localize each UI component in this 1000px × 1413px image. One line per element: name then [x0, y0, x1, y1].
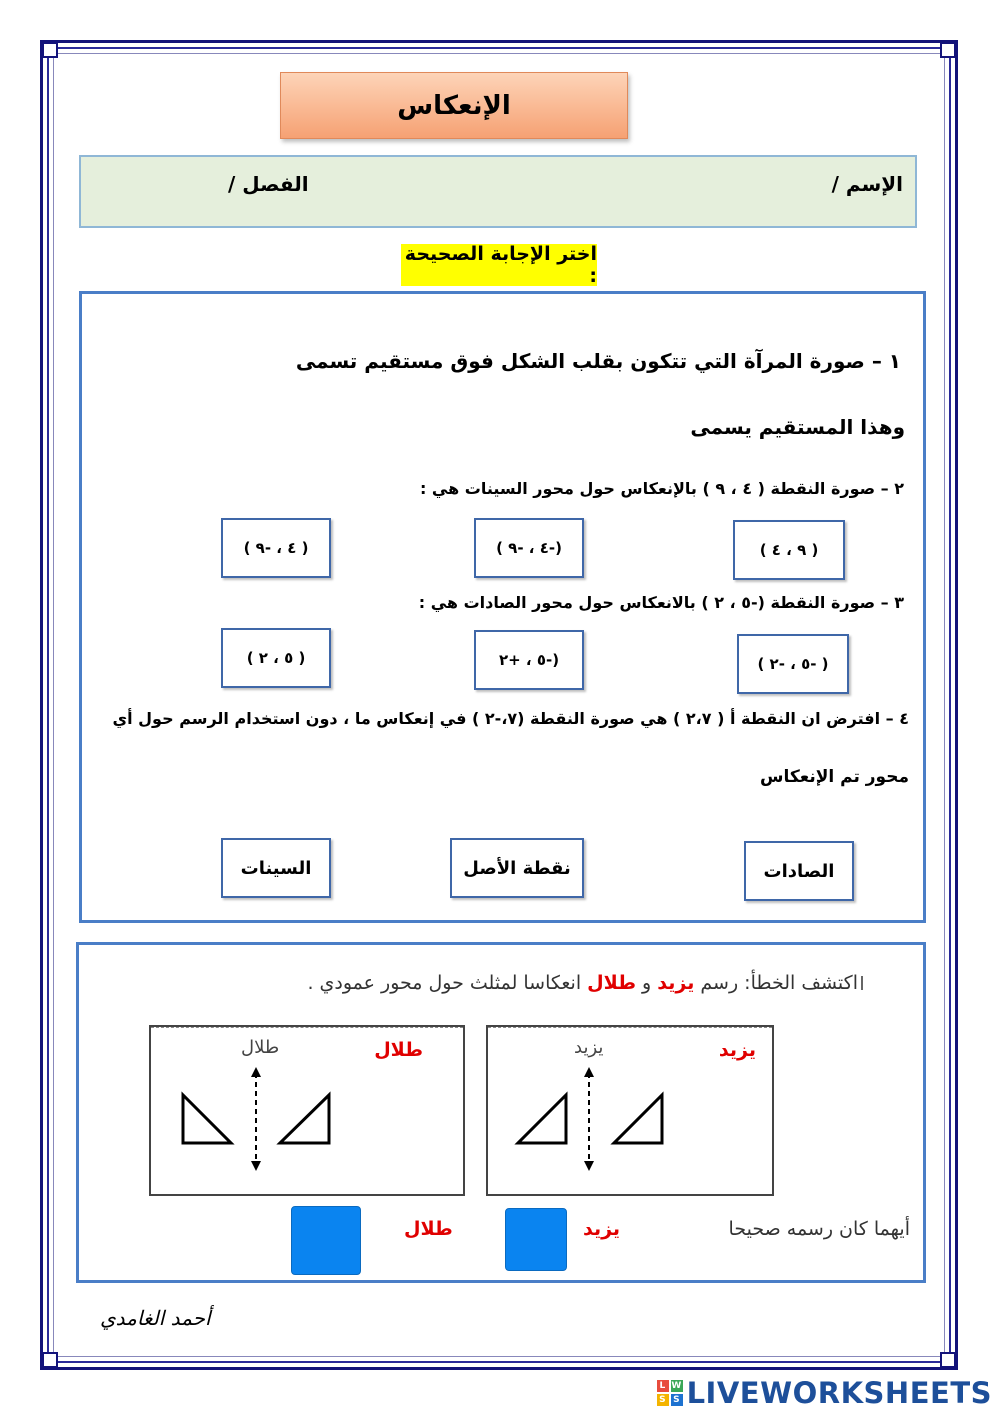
- figure-2-label: طلال: [241, 1037, 280, 1058]
- q2-option-2[interactable]: (-٤ ، -٩ ): [474, 518, 584, 578]
- frame-corner-ornament: [42, 42, 58, 58]
- class-label: الفصل /: [228, 172, 309, 196]
- frame-corner-ornament: [42, 1352, 58, 1368]
- frame-corner-ornament: [940, 42, 956, 58]
- answer-label-1: يزيد: [583, 1218, 621, 1240]
- figure-2-drawing: [151, 1027, 463, 1194]
- q3-option-2[interactable]: (-٥ ، +٢: [474, 630, 584, 690]
- figure-2-triangle-left: [183, 1095, 231, 1143]
- q2-option-3[interactable]: ( ٤ ، -٩ ): [221, 518, 331, 578]
- figure-1-triangle-left: [518, 1095, 566, 1143]
- q4-option-1[interactable]: الصادات: [744, 841, 854, 901]
- bullet-mark: [861, 976, 863, 990]
- question-4-line-2: محور تم الإنعكاس: [760, 767, 909, 787]
- error-section-title: [307, 972, 858, 994]
- q3-option-3[interactable]: ( ٥ ، ٢ ): [221, 628, 331, 688]
- q3-option-1[interactable]: ( -٥ ، -٢ ): [737, 634, 849, 694]
- question-1-line-2: وهذا المستقيم يسمى: [690, 415, 905, 439]
- figure-2-axis-arrow-down: [251, 1161, 261, 1171]
- page-title: الإنعكاس: [280, 72, 628, 139]
- figure-1-axis-arrow-down: [584, 1161, 594, 1171]
- error-title-and: و: [642, 972, 652, 994]
- question-3: ٣ – صورة النقطة (-٥ ، ٢ ) بالانعكاس حول محور الصادات هي :: [418, 593, 904, 612]
- which-correct-question: أيهما كان رسمه صحيحا: [728, 1218, 910, 1240]
- brand-text: LIVEWORKSHEETS: [686, 1376, 992, 1410]
- answer-2-box[interactable]: [291, 1206, 361, 1275]
- author-signature: أحمد الغامدي: [100, 1306, 211, 1330]
- figure-2-box: [149, 1025, 465, 1196]
- answer-label-2: طلال: [404, 1218, 453, 1240]
- figure-1-box: [486, 1025, 774, 1196]
- q2-option-1[interactable]: ( ٩ ، ٤ ): [733, 520, 845, 580]
- figure-2-axis-arrow-up: [251, 1067, 261, 1077]
- brand-watermark: [657, 1376, 992, 1410]
- question-4-line-1: ٤ – افترض ان النقطة أ ( ٢،٧ ) هي صورة النقطة (٧،-٢ ) في إنعكاس ما ، دون استخدام الرسم حول أي: [112, 709, 909, 728]
- figure-1-triangle-right: [614, 1095, 662, 1143]
- figure-2-triangle-right: [280, 1095, 329, 1143]
- figure-1-red-label: يزيد: [718, 1039, 756, 1061]
- instruction-highlight: اختر الإجابة الصحيحة :: [401, 244, 597, 286]
- brand-logo-icon: L W S S: [657, 1380, 683, 1406]
- figure-1-label: يزيد: [574, 1037, 604, 1058]
- frame-corner-ornament: [940, 1352, 956, 1368]
- figure-1-drawing: [488, 1027, 772, 1194]
- error-title-suffix: انعكاسا لمثلث حول محور عمودي .: [307, 972, 582, 994]
- student-info-box: [79, 155, 917, 228]
- figure-2-red-label: طلال: [374, 1039, 423, 1061]
- answer-1-box[interactable]: [505, 1208, 567, 1271]
- question-2: ٢ – صورة النقطة ( ٤ ، ٩ ) بالإنعكاس حول محور السينات هي :: [419, 479, 904, 498]
- question-1-line-1: ١ – صورة المرآة التي تتكون بقلب الشكل فوق مستقيم تسمى: [295, 349, 901, 373]
- error-title-name-2: طلال: [587, 972, 636, 994]
- error-title-prefix: اكتشف الخطأ: رسم: [700, 972, 858, 994]
- q4-option-3[interactable]: السينات: [221, 838, 331, 898]
- name-label: الإسم /: [831, 172, 903, 196]
- error-title-name-1: يزيد: [657, 972, 695, 994]
- figure-1-axis-arrow-up: [584, 1067, 594, 1077]
- q4-option-2[interactable]: نقطة الأصل: [450, 838, 584, 898]
